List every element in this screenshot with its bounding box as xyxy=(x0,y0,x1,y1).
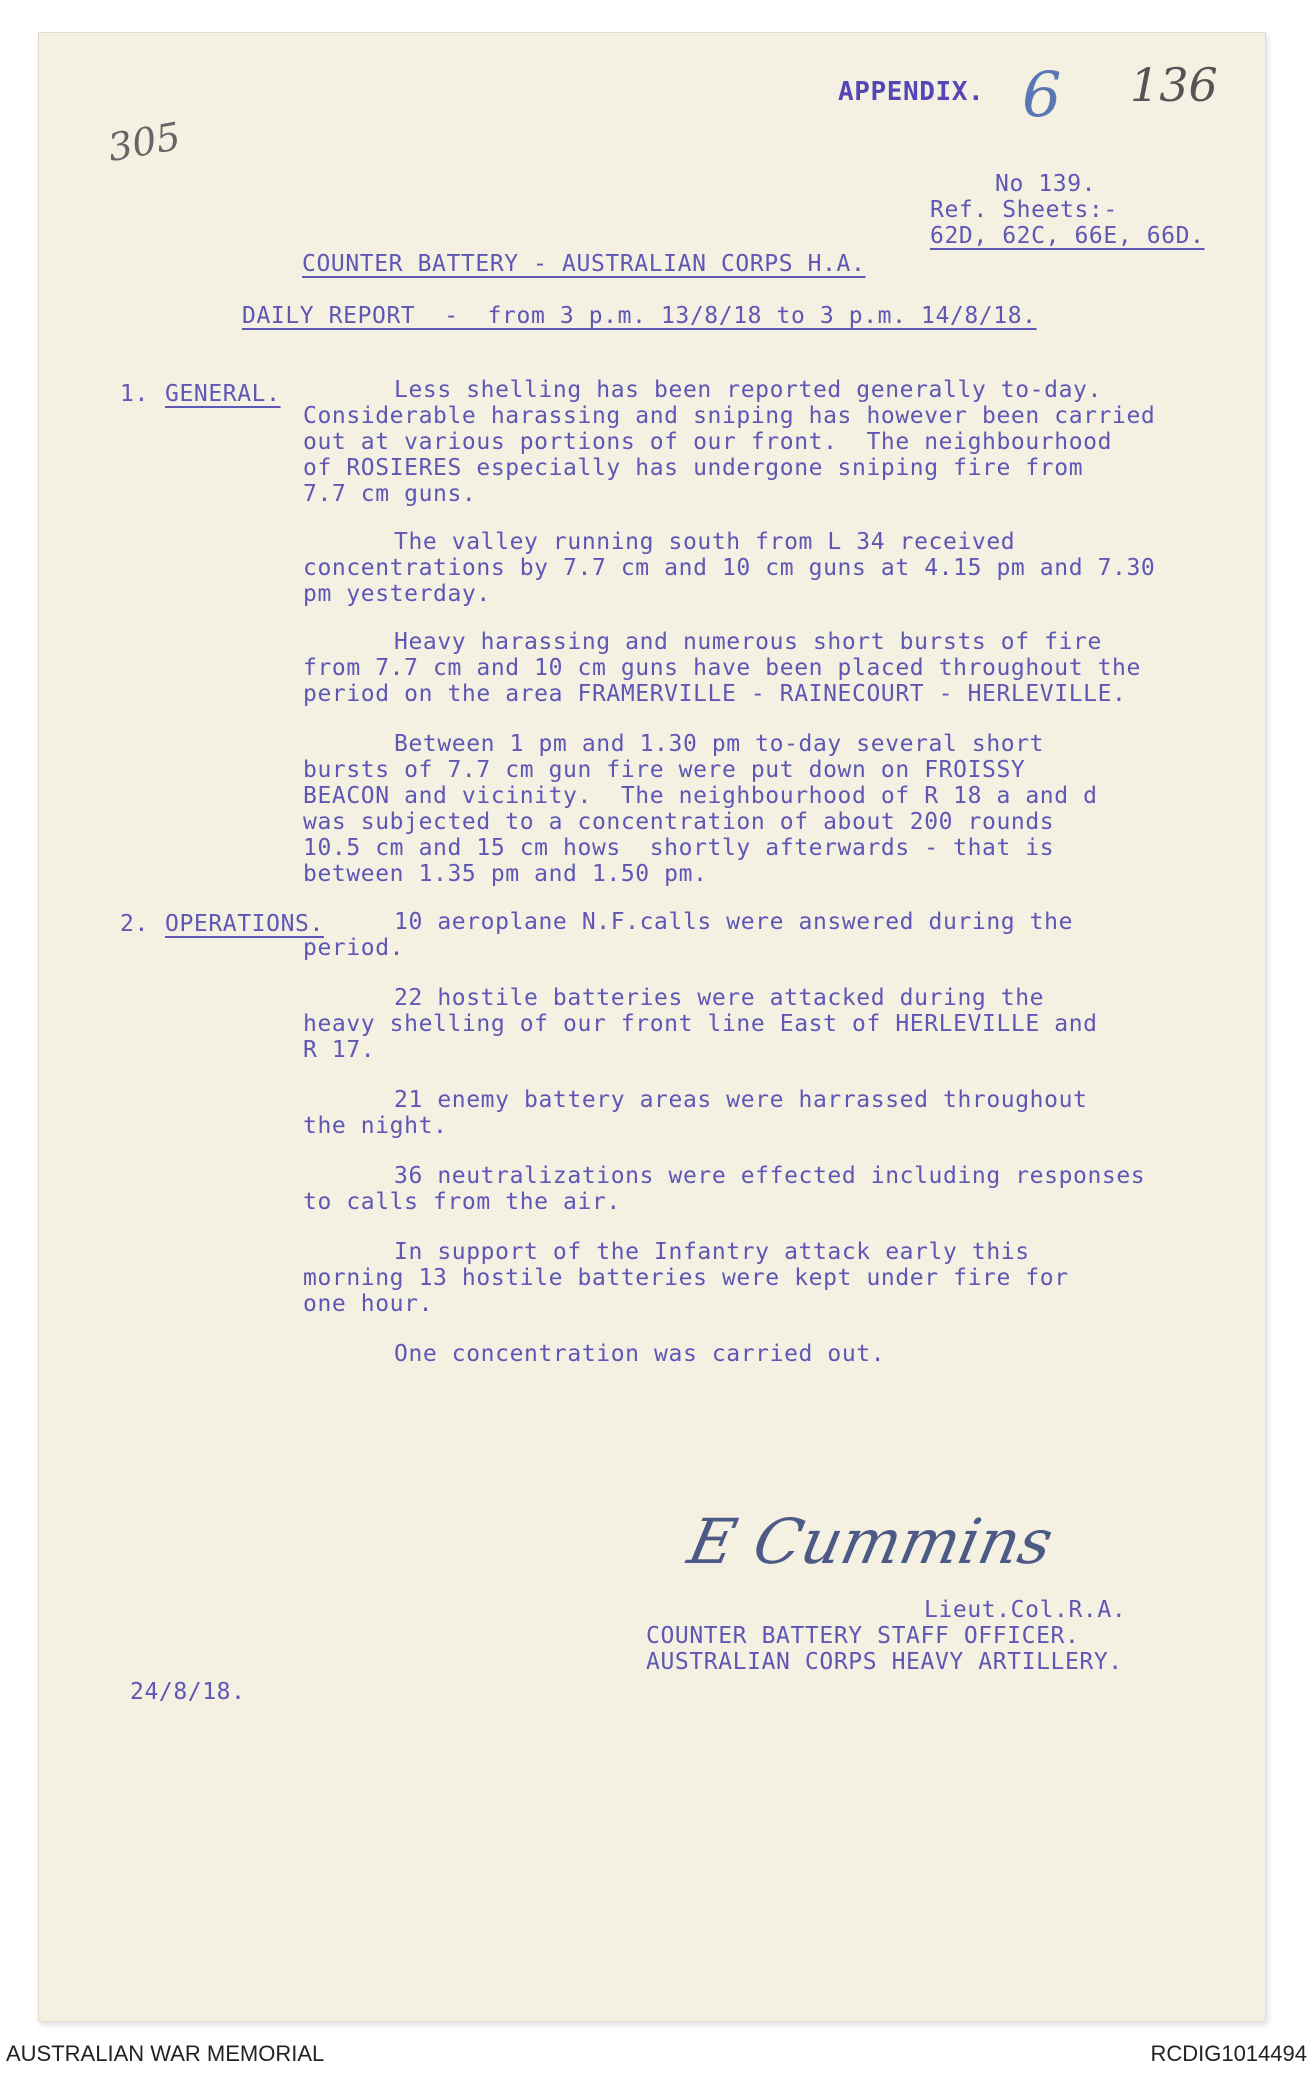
paragraph-line: the night. xyxy=(303,1113,448,1139)
report-number: No 139. xyxy=(995,171,1097,197)
ref-sheets-label: Ref. Sheets:- xyxy=(930,197,1118,223)
paragraph-line: of ROSIERES especially has undergone sniping fire from xyxy=(303,455,1084,481)
paragraph-line: 36 neutralizations were effected including responses xyxy=(394,1163,1146,1189)
paragraph-line: Heavy harassing and numerous short bursts of fire xyxy=(394,629,1102,655)
paragraph-line: Between 1 pm and 1.30 pm to-day several short xyxy=(394,731,1045,757)
footer-record-id: RCDIG1014494 xyxy=(1150,2041,1307,2066)
paragraph-line: bursts of 7.7 cm gun fire were put down on FROISSY xyxy=(303,757,1026,783)
paragraph-line: In support of the Infantry attack early this xyxy=(394,1239,1030,1265)
paragraph-line: R 17. xyxy=(303,1037,376,1063)
paragraph-line: period on the area FRAMERVILLE - RAINECOURT - HERLEVILLE. xyxy=(303,681,1127,707)
report-title: DAILY REPORT - from 3 p.m. 13/8/18 to 3 p.m. 14/8/18. xyxy=(242,303,1037,329)
signatory-title: AUSTRALIAN CORPS HEAVY ARTILLERY. xyxy=(646,1649,1123,1675)
paragraph-line: was subjected to a concentration of about 200 rounds xyxy=(303,809,1055,835)
paragraph-line: out at various portions of our front. The neighbourhood xyxy=(303,429,1113,455)
paragraph-line: to calls from the air. xyxy=(303,1189,621,1215)
paragraph-line: 22 hostile batteries were attacked during the xyxy=(394,985,1045,1011)
paragraph-line: BEACON and vicinity. The neighbourhood of R 18 a and d xyxy=(303,783,1098,809)
paragraph-line: 21 enemy battery areas were harrassed throughout xyxy=(394,1087,1088,1113)
paragraph-line: period. xyxy=(303,935,405,961)
document-date: 24/8/18. xyxy=(130,1679,246,1705)
unit-heading: COUNTER BATTERY - AUSTRALIAN CORPS H.A. xyxy=(302,251,866,277)
paragraph-line: morning 13 hostile batteries were kept under fire for xyxy=(303,1265,1069,1291)
footer-archive-name: AUSTRALIAN WAR MEMORIAL xyxy=(6,2041,325,2066)
paragraph-line: The valley running south from L 34 received xyxy=(394,529,1016,555)
appendix-number: 6 xyxy=(1022,58,1062,131)
paragraph-line: concentrations by 7.7 cm and 10 cm guns at 4.15 pm and 7.30 xyxy=(303,555,1156,581)
paragraph-line: from 7.7 cm and 10 cm guns have been placed throughout the xyxy=(303,655,1141,681)
folio-number: 136 xyxy=(1130,58,1218,112)
paragraph-line: one hour. xyxy=(303,1291,434,1317)
section-number: 2. xyxy=(120,911,149,937)
paragraph-line: 7.7 cm guns. xyxy=(303,481,477,507)
section-number: 1. xyxy=(120,381,149,407)
paragraph-line: 10.5 cm and 15 cm hows shortly afterwards - that is xyxy=(303,835,1055,861)
paragraph-line: 10 aeroplane N.F.calls were answered during the xyxy=(394,909,1074,935)
signature: E Cummins xyxy=(682,1505,1060,1578)
appendix-label: APPENDIX. xyxy=(838,77,985,107)
section-heading-general: GENERAL. xyxy=(165,381,281,407)
paragraph-line: One concentration was carried out. xyxy=(394,1341,886,1367)
signatory-title: COUNTER BATTERY STAFF OFFICER. xyxy=(646,1623,1080,1649)
paragraph-line: heavy shelling of our front line East of HERLEVILLE and xyxy=(303,1011,1098,1037)
margin-note: 305 xyxy=(104,114,184,170)
paragraph-line: between 1.35 pm and 1.50 pm. xyxy=(303,861,708,887)
paragraph-line: Less shelling has been reported generally to-day. xyxy=(394,377,1102,403)
section-heading-operations: OPERATIONS. xyxy=(165,911,324,937)
paragraph-line: pm yesterday. xyxy=(303,581,491,607)
ref-sheets: 62D, 62C, 66E, 66D. xyxy=(930,223,1205,249)
signatory-rank: Lieut.Col.R.A. xyxy=(924,1597,1127,1623)
paragraph-line: Considerable harassing and sniping has however been carried xyxy=(303,403,1156,429)
